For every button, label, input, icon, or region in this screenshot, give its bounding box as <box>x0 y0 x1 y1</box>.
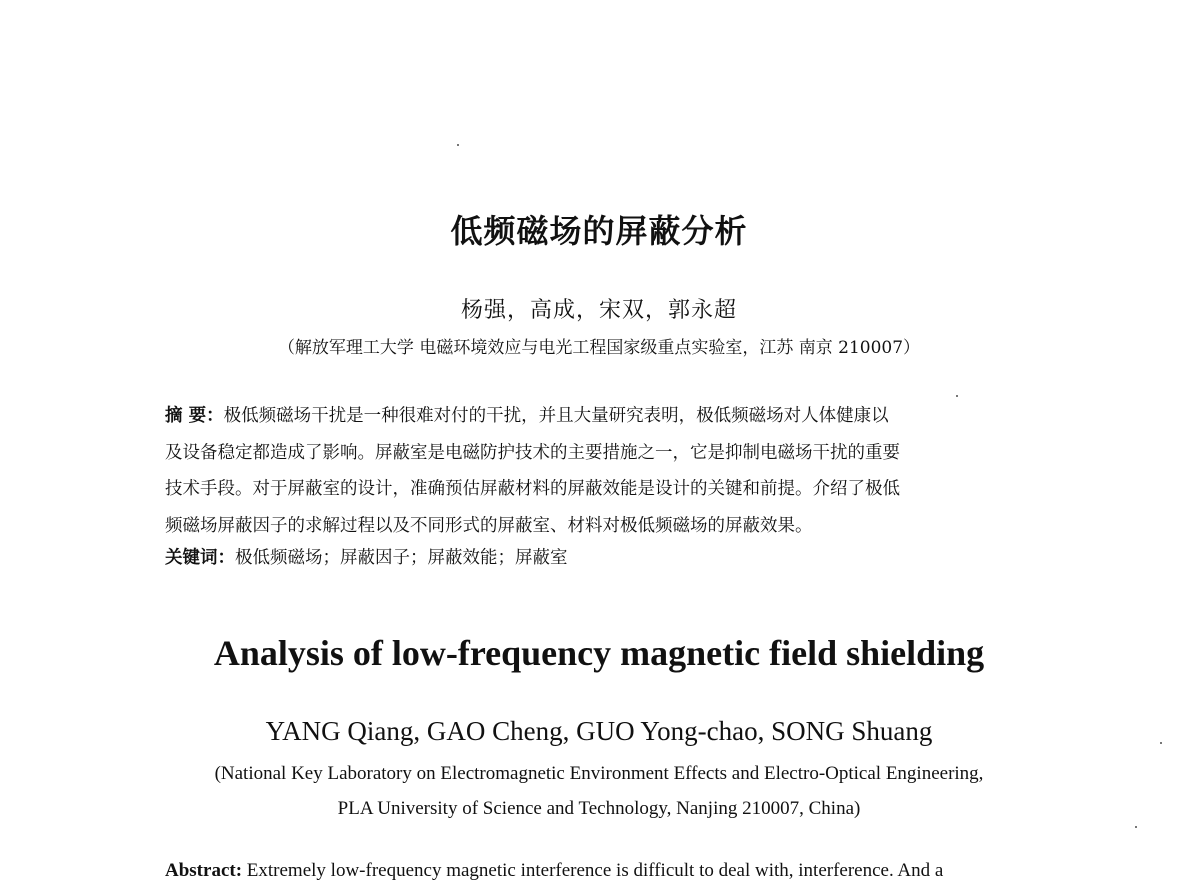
chinese-keywords-text: 极低频磁场；屏蔽因子；屏蔽效能；屏蔽室 <box>235 548 568 568</box>
scan-speck <box>1135 826 1137 828</box>
english-abstract-label: Abstract: <box>165 860 243 881</box>
chinese-affiliation: （解放军理工大学 电磁环境效应与电光工程国家级重点实验室，江苏 南京 210007） <box>277 338 921 358</box>
english-affiliation-line: PLA University of Science and Technology, Nanjing 210007, China) <box>337 798 861 819</box>
chinese-abstract <box>165 398 1037 545</box>
english-affiliation <box>0 756 1198 826</box>
scan-speck <box>457 144 459 146</box>
english-abstract-text: Extremely low-frequency magnetic interference is difficult to deal with, interference. And a <box>242 860 944 881</box>
english-authors: YANG Qiang, GAO Cheng, GUO Yong-chao, SONG Shuang <box>265 716 933 746</box>
scan-speck <box>956 395 958 397</box>
chinese-keywords <box>165 544 568 569</box>
chinese-abstract-line: 及设备稳定都造成了影响。屏蔽室是电磁防护技术的主要措施之一，它是抑制电磁场干扰的重要 <box>165 442 900 463</box>
english-affiliation-line: (National Key Laboratory on Electromagnetic Environment Effects and Electro-Optical Engineering, <box>214 763 984 784</box>
chinese-title: 低频磁场的屏蔽分析 <box>450 212 748 250</box>
chinese-abstract-text: 极低频磁场干扰是一种很难对付的干扰，并且大量研究表明，极低频磁场对人体健康以 <box>223 406 889 426</box>
chinese-keywords-label: 关键词： <box>165 548 235 568</box>
chinese-abstract-label: 摘 要： <box>165 406 224 426</box>
chinese-abstract-line: 频磁场屏蔽因子的求解过程以及不同形式的屏蔽室、材料对极低频磁场的屏蔽效果。 <box>165 516 813 537</box>
scan-speck <box>1160 742 1162 744</box>
chinese-authors: 杨强，高成，宋双，郭永超 <box>460 298 737 323</box>
english-abstract <box>165 860 943 882</box>
chinese-abstract-line <box>165 398 1037 435</box>
english-title: Analysis of low-frequency magnetic field shielding <box>213 633 985 673</box>
chinese-abstract-line: 技术手段。对于屏蔽室的设计，准确预估屏蔽材料的屏蔽效能是设计的关键和前提。介绍了极低 <box>165 479 900 500</box>
